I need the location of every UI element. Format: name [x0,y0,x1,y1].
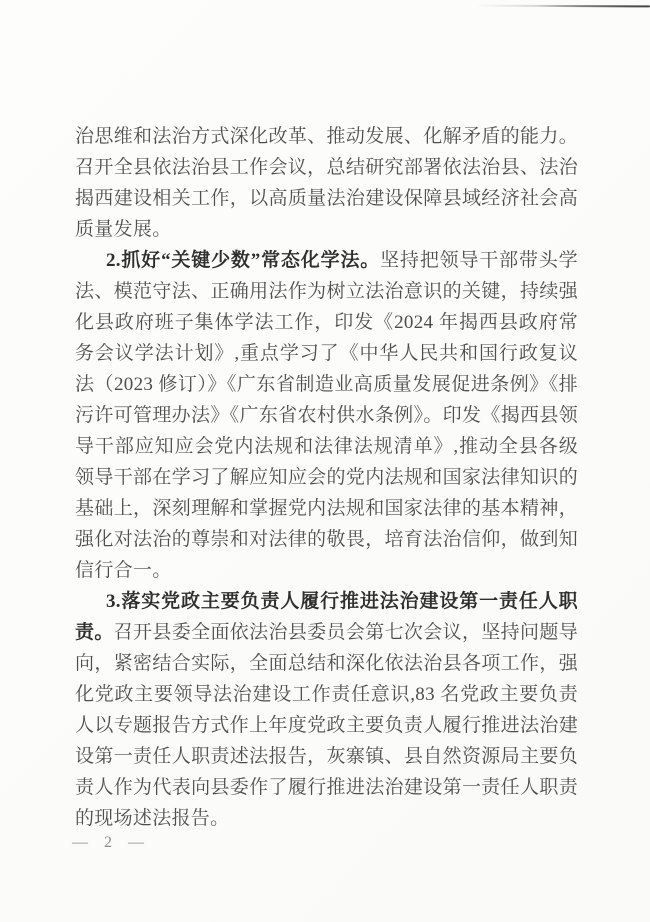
paragraph-point-3 [75,586,578,834]
paragraph-text: 召开县委全面依法治县委员会第七次会议，坚持问题导向，紧密结合实际，全面总结和深化依法治县各项工作，强化党政主要领导法治建设工作责任意识,83 名党政主要负责人以专题报告方式作上年度党政主要负责人履行推进法治建设第一责任人职责述法报告，灰寨镇、县自然资源局主要负责人作为代表向县委作了履行推进法治建设第一责任人职责的现场述法报告。 [75,622,578,829]
paragraph-lead-bold: 3.落实党政主要负责人履行推进法治建设第一责任人职责。 [75,591,578,643]
scan-artifact-line [475,5,650,8]
paragraph-point-2 [75,245,578,586]
document-body [75,121,578,834]
paragraph-text: 治思维和法治方式深化改革、推动发展、化解矛盾的能力。召开全县依法治县工作会议，总结研究部署依法治县、法治揭西建设相关工作，以高质量法治建设保障县域经济社会高质量发展。 [75,126,578,240]
paragraph-continuation [75,121,578,245]
page-number: — 2 — [72,834,145,851]
paragraph-text: 坚持把领导干部带头学法、模范守法、正确用法作为树立法治意识的关键，持续强化县政府班子集体学法工作，印发《2024 年揭西县政府常务会议学法计划》,重点学习了《中华人民共和国行政复议法（2023 修订）》《广东省制造业高质量发展促进条例》《排污许可管理办法》《广东省农村供水条例》。印发《揭西县领导干部应知应会党内法规和法律法规清单》,推动全县各级领导干部在学习了解应知应会的党内法规和国家法律知识的基础上，深刻理解和掌握党内法规和国家法律的基本精神，强化对法治的尊崇和对法律的敬畏，培育法治信仰，做到知信行合一。 [75,250,578,581]
paragraph-lead-bold: 2.抓好“关键少数”常态化学法。 [106,250,381,271]
